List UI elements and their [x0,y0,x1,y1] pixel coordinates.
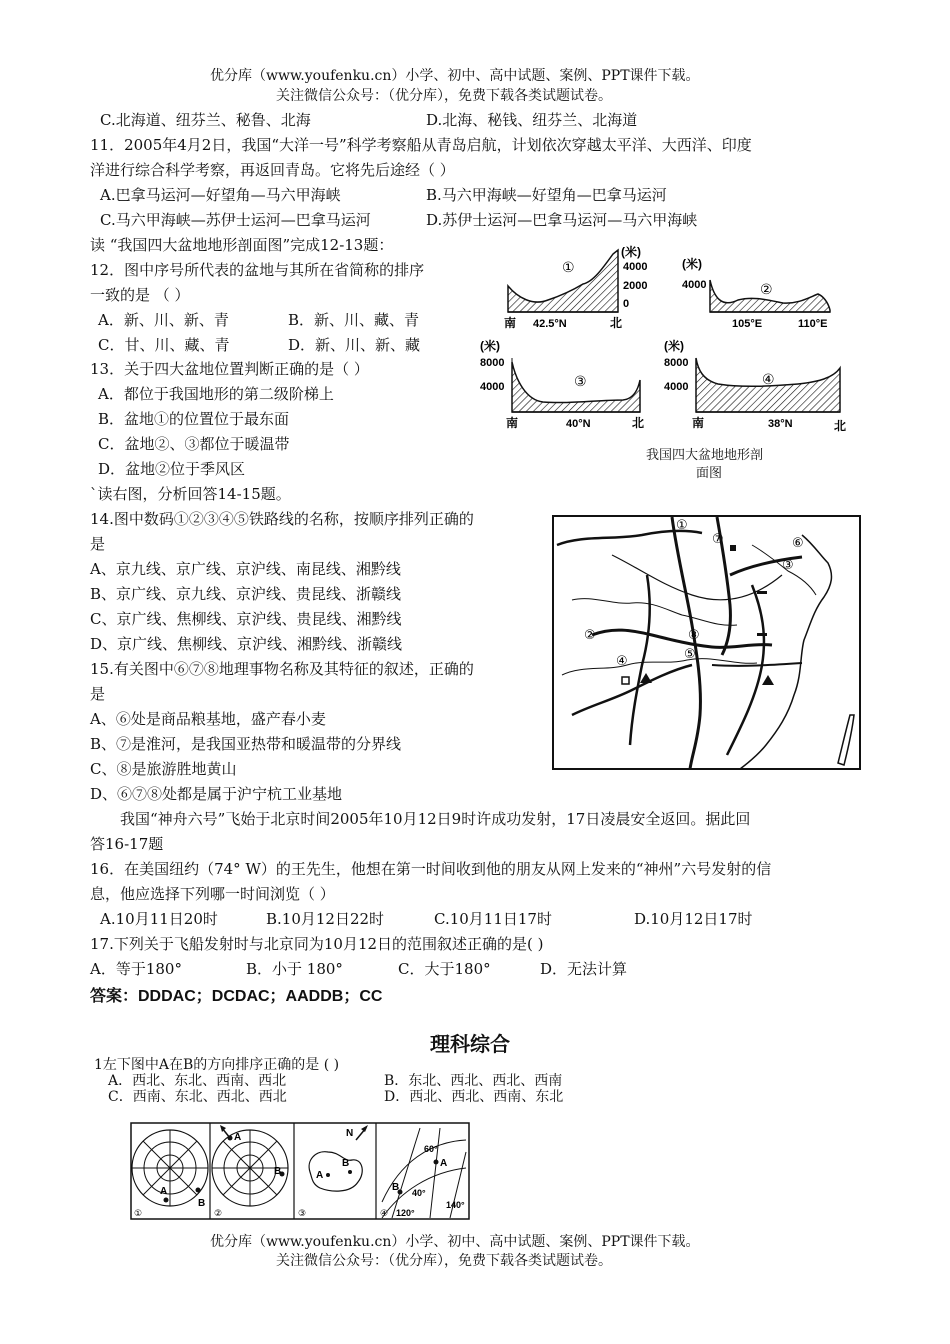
panel-2-number: ② [214,1208,223,1218]
footer-line-2: 关注微信公众号：（优分库），免费下载各类试题试卷。 [276,1253,612,1269]
q10-option-d: D.北海、秘钱、纽芬兰、北海道 [426,111,638,129]
intro-12-13: 读 “我国四大盆地地形剖面图”完成12-13题： [90,236,394,254]
s1-option-c: C．西南、东北、西北、西北 [108,1089,287,1105]
profile-2-lon-110: 110°E [798,318,828,330]
profile-caption-line-2: 面图 [696,466,723,481]
profile-3-lat: 40°N [566,418,591,430]
intro-14-15: `读右图，分析回答14-15题。 [90,485,291,503]
map-label-3: ③ [782,557,794,572]
profile-4-north: 北 [834,419,847,433]
q15-option-a: A、⑥处是商品粮基地，盛产春小麦 [90,710,326,728]
profile-3-y-8000: 8000 [480,357,505,369]
profile-1-y-0: 0 [623,298,630,310]
q12-option-a: A．新、川、新、青 [98,311,229,329]
profile-4-south: 南 [692,416,705,430]
q11-stem-line-1: 11．2005年4月2日，我国“大洋一号”科学考察船从青岛启航，计划依次穿越太平洋、大西洋、印度 [90,136,752,154]
profile-3-unit: (米) [480,339,500,353]
q12-option-d: D．新、川、新、藏 [288,336,421,354]
panel-3-label-b: B [342,1158,350,1169]
profile-2 [682,256,830,330]
q10-option-c: C.北海道、纽芬兰、秘鲁、北海 [100,111,311,129]
panel-1-number: ① [134,1208,143,1218]
q14-stem-line-1: 14.图中数码①②③④⑤铁路线的名称，按顺序排列正确的 [90,510,474,528]
q12-stem-line-2: 一致的是 （ ） [90,286,190,304]
panel-4-label-a: A [440,1158,448,1169]
map-label-5: ⑤ [684,646,696,661]
q17-option-a: A．等于180° [90,960,182,978]
profile-2-number: ② [760,281,773,297]
map-label-1: ① [676,517,688,532]
q16-stem-line-2: 息，他应选择下列哪一时间浏览（ ） [90,885,335,903]
profile-4-y-4000: 4000 [664,381,689,393]
railway-map [552,515,862,771]
q11-option-d: D.苏伊士运河—巴拿马运河—马六甲海峡 [426,211,698,229]
q17-option-c: C．大于180° [398,960,491,978]
profile-1 [504,244,647,330]
panel-4-number: ④ [380,1208,389,1218]
profile-2-lon-105: 105°E [732,318,763,330]
profile-4 [664,338,846,433]
q16-option-d: D.10月12日17时 [634,910,753,928]
map-label-6: ⑥ [792,535,804,550]
s1-stem: 1左下图中A在B的方向排序正确的是 ( ) [94,1057,340,1073]
q14-option-c: C、京广线、焦柳线、京沪线、贵昆线、湘黔线 [90,610,402,628]
profile-3 [480,338,644,430]
profile-2-y-4000: 4000 [682,279,707,291]
q13-option-b: B．盆地①的位置位于最东面 [98,410,290,428]
header-line-2: 关注微信公众号：（优分库），免费下载各类试题试卷。 [276,88,612,104]
q15-stem-line-2: 是 [90,685,106,703]
s1-option-b: B．东北、西北、西北、西南 [384,1073,563,1089]
map-label-4: ④ [616,653,628,668]
intro-16-17-line-1: 我国“神舟六号”飞始于北京时间2005年10月12日9时许成功发射，17日凌晨安全返回。据此回 [120,810,751,828]
profile-3-north: 北 [632,416,645,430]
profile-4-lat: 38°N [768,418,793,430]
profile-2-unit: (米) [682,257,702,271]
map-label-8: ⑧ [688,627,700,642]
panel-4-lat-60: 60° [424,1144,438,1154]
q14-option-b: B、京广线、京九线、京沪线、贵昆线、浙赣线 [90,585,402,603]
s1-option-a: A．西北、东北、西南、西北 [108,1073,287,1089]
panel-1-label-b: B [198,1198,206,1209]
profile-1-number: ① [562,259,575,275]
q14-option-d: D、京广线、焦柳线、京沪线、湘黔线、浙赣线 [90,635,403,653]
q16-stem-line-1: 16．在美国纽约（74° W）的王先生，他想在第一时间收到他的朋友从网上发来的“神州”六号发射的信 [90,860,772,878]
profile-4-number: ④ [762,371,775,387]
panel-4-lon-120: 120° [396,1208,415,1218]
q11-option-c: C.马六甲海峡—苏伊士运河—巴拿马运河 [100,211,371,229]
header-line-1: 优分库（www.youfenku.cn）小学、初中、高中试题、案例、PPT课件下载。 [210,68,700,84]
q15-stem-line-1: 15.有关图中⑥⑦⑧地理事物名称及其特征的叙述，正确的 [90,660,474,678]
q13-option-c: C．盆地②、③都位于暖温带 [98,435,290,453]
intro-16-17-line-2: 答16-17题 [90,835,164,853]
s1-option-d: D．西北、西北、西南、东北 [384,1089,564,1105]
q13-stem: 13．关于四大盆地位置判断正确的是（ ） [90,360,369,378]
map-label-7: ⑦ [712,531,724,546]
q17-option-b: B．小于 180° [246,960,343,978]
answer-key: 答案：DDDAC；DCDAC；AADDB；CC [90,988,383,1005]
q12-option-c: C．甘、川、藏、青 [98,336,230,354]
profile-1-north: 北 [610,316,623,330]
q15-option-b: B、⑦是淮河，是我国亚热带和暖温带的分界线 [90,735,402,753]
profile-1-unit: (米) [621,245,641,259]
q17-option-d: D．无法计算 [540,960,628,978]
direction-figure [130,1122,470,1222]
panel-4-lat-40: 40° [412,1188,426,1198]
footer-line-1: 优分库（www.youfenku.cn）小学、初中、高中试题、案例、PPT课件下载。 [210,1234,700,1250]
q13-option-a: A．都位于我国地形的第二级阶梯上 [98,385,334,403]
q16-option-b: B.10月12日22时 [266,910,385,928]
q16-option-c: C.10月11日17时 [434,910,552,928]
profile-1-y-4000: 4000 [623,261,648,273]
profile-1-y-2000: 2000 [623,280,648,292]
q11-stem-line-2: 洋进行综合科学考察，再返回青岛。它将先后途经（ ） [90,161,455,179]
section-title: 理科综合 [430,1034,510,1056]
q11-option-b: B.马六甲海峡—好望角—巴拿马运河 [426,186,667,204]
profile-4-unit: (米) [664,339,684,353]
panel-3-label-a: A [316,1170,324,1181]
panel-2-label-a: A [234,1132,242,1143]
q15-option-d: D、⑥⑦⑧处都是属于沪宁杭工业基地 [90,785,343,803]
profile-4-y-8000: 8000 [664,357,689,369]
q14-stem-line-2: 是 [90,535,106,553]
map-label-2: ② [584,627,596,642]
panel-1-label-a: A [160,1186,168,1197]
q13-option-d: D．盆地②位于季风区 [98,460,246,478]
profile-3-y-4000: 4000 [480,381,505,393]
profile-3-south: 南 [506,416,519,430]
profile-1-lat: 42.5°N [533,318,567,330]
panel-2-label-b: B [274,1166,282,1177]
q12-stem-line-1: 12．图中序号所代表的盆地与其所在省简称的排序 [90,261,425,279]
panel-4-lon-140: 140° [446,1200,465,1210]
panel-4-label-b: B [392,1182,400,1193]
panel-3-north-label: N [346,1128,354,1139]
q16-option-a: A.10月11日20时 [100,910,218,928]
panel-3-number: ③ [298,1208,307,1218]
profile-1-south: 南 [504,316,517,330]
q11-option-a: A.巴拿马运河—好望角—马六甲海峡 [100,186,341,204]
q15-option-c: C、⑧是旅游胜地黄山 [90,760,237,778]
q17-stem: 17.下列关于飞船发射时与北京同为10月12日的范围叙述正确的是( ) [90,935,544,953]
q14-option-a: A、京九线、京广线、京沪线、南昆线、湘黔线 [90,560,401,578]
profile-caption-line-1: 我国四大盆地地形剖 [646,448,764,463]
q12-option-b: B．新、川、藏、青 [288,311,420,329]
profile-3-number: ③ [574,373,587,389]
